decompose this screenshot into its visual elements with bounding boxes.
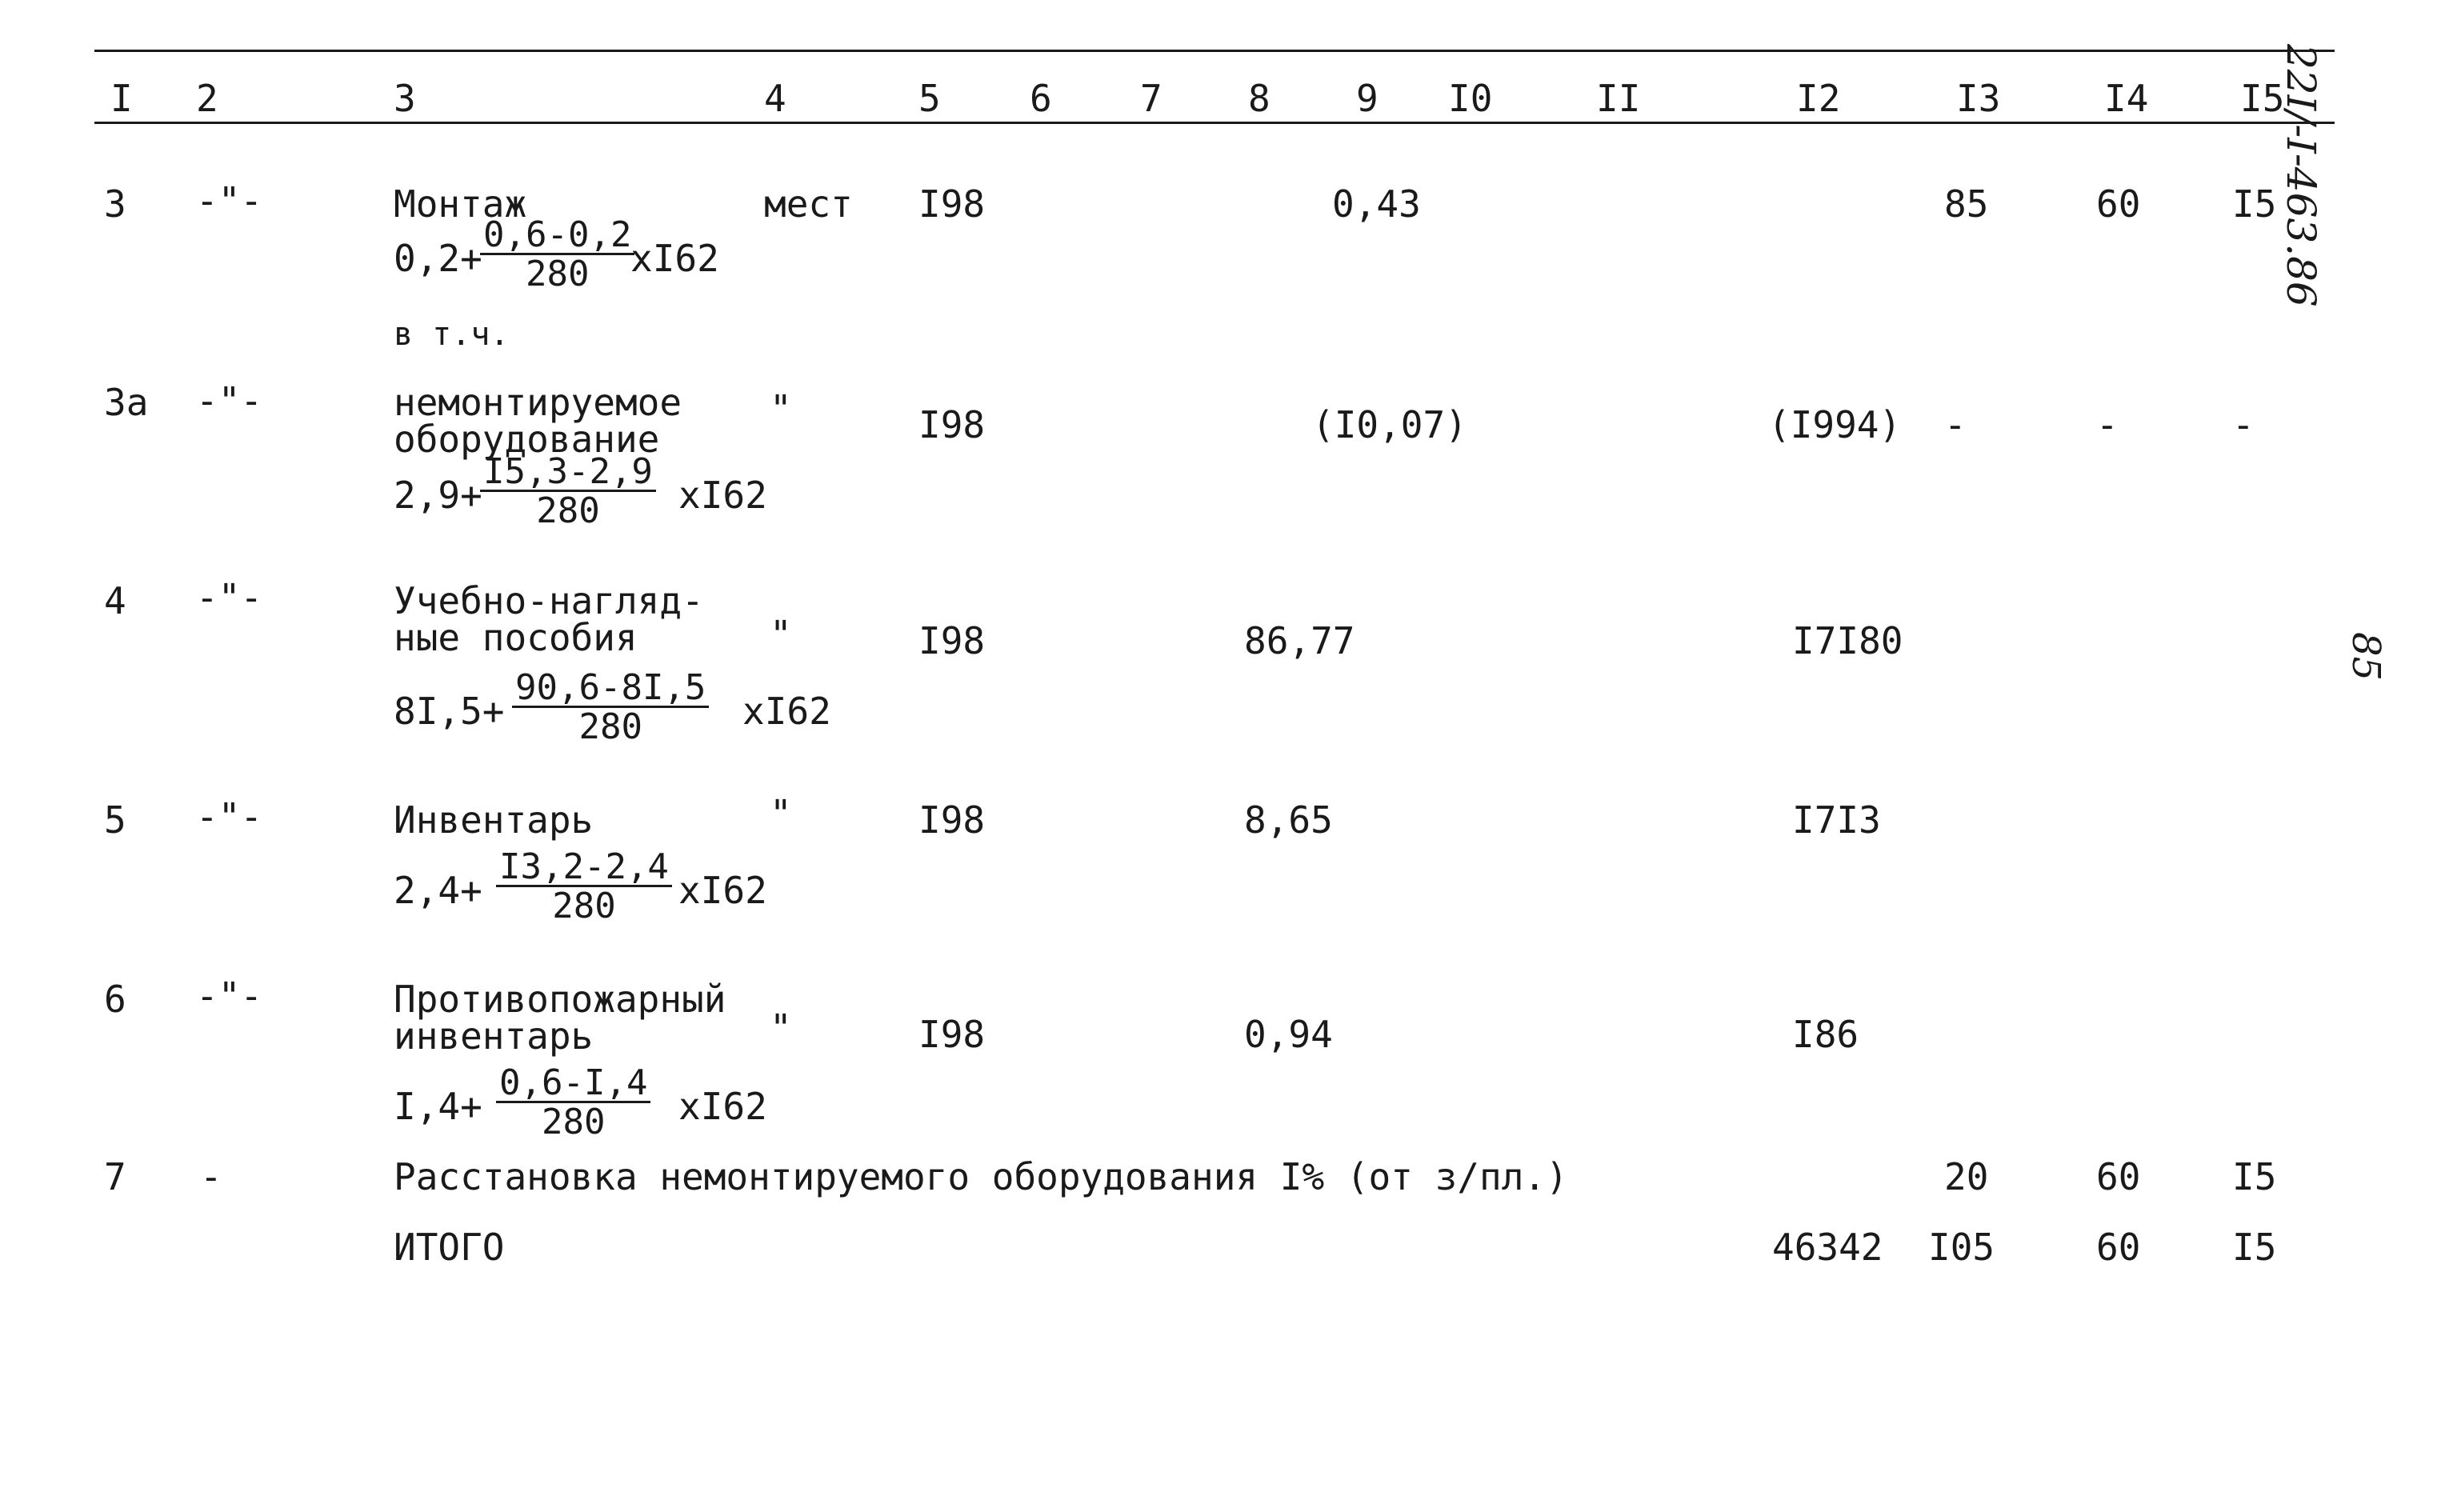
- row-4-c5: I98: [918, 619, 986, 662]
- row-4-ditto: -"-: [196, 576, 263, 619]
- row-5-c5: I98: [918, 798, 986, 842]
- row-3a-name-1: немонтируемое: [394, 381, 682, 424]
- row-6-name-1: Противопожарный: [394, 978, 726, 1021]
- col-header-1: I: [110, 77, 133, 120]
- row-3-c5: I98: [918, 182, 986, 226]
- row-4-name-1: Учебно-нагляд-: [394, 579, 704, 622]
- row-3a-formula-right: xI62: [678, 474, 767, 517]
- row-3-fraction-num: 0,6-0,2: [480, 218, 634, 255]
- document-code: 22I/-I-463.86: [2278, 44, 2324, 307]
- row-4-unit: ": [770, 613, 792, 656]
- row-7-c14: 60: [2096, 1155, 2141, 1198]
- col-header-2: 2: [196, 77, 218, 120]
- row-6-num: 6: [104, 978, 126, 1021]
- row-5-name: Инвентарь: [394, 798, 594, 842]
- row-5-formula-left: 2,4+: [394, 869, 482, 912]
- row-5-c12: I7I3: [1792, 798, 1881, 842]
- row-6-name-2: инвентарь: [394, 1014, 594, 1058]
- page-number: 85: [2343, 632, 2388, 682]
- total-c13: I05: [1928, 1226, 1995, 1269]
- row-5-unit: ": [770, 792, 792, 835]
- row-6-fraction-num: 0,6-I,4: [496, 1066, 650, 1103]
- col-header-6: 6: [1030, 77, 1052, 120]
- row-4-fraction-num: 90,6-8I,5: [512, 670, 709, 708]
- col-header-13: I3: [1956, 77, 2001, 120]
- col-header-15: I5: [2240, 77, 2285, 120]
- row-3-ditto: -"-: [196, 179, 263, 222]
- row-3a-c13: -: [1944, 403, 1967, 446]
- row-4-formula-left: 8I,5+: [394, 690, 505, 733]
- row-5-fraction-den: 280: [552, 886, 616, 926]
- row-3a-c15: -: [2232, 403, 2255, 446]
- total-c15: I5: [2232, 1226, 2277, 1269]
- row-4-fraction: [512, 667, 709, 747]
- col-header-9: 9: [1356, 77, 1379, 120]
- row-6-c12: I86: [1792, 1013, 1859, 1056]
- row-3-c15: I5: [2232, 182, 2277, 226]
- row-6-unit: ": [770, 1006, 792, 1050]
- row-6-c8: 0,94: [1244, 1013, 1333, 1056]
- row-3-num: 3: [104, 182, 126, 226]
- row-3a-unit: ": [770, 387, 792, 430]
- row-3a-c12: (I994): [1768, 403, 1902, 446]
- col-header-14: I4: [2104, 77, 2149, 120]
- row-3-unit: мест: [764, 182, 853, 226]
- row-5-ditto: -"-: [196, 795, 263, 838]
- col-header-10: I0: [1448, 77, 1493, 120]
- row-7-num: 7: [104, 1155, 126, 1198]
- row-3-c14: 60: [2096, 182, 2141, 226]
- col-header-12: I2: [1796, 77, 1841, 120]
- row-3-extra: в т.ч.: [394, 316, 510, 353]
- col-header-3: 3: [394, 77, 416, 120]
- total-c14: 60: [2096, 1226, 2141, 1269]
- row-6-formula-right: xI62: [678, 1085, 767, 1128]
- row-3a-fraction-den: 280: [536, 490, 600, 531]
- row-3a-num: 3a: [104, 381, 149, 424]
- row-3-formula-right: xI62: [630, 237, 719, 280]
- header-top-rule: [94, 50, 2335, 52]
- row-3a-fraction: [480, 451, 656, 531]
- row-6-c5: I98: [918, 1013, 986, 1056]
- row-3-name: Монтаж: [394, 182, 527, 226]
- row-6-ditto: -"-: [196, 974, 263, 1018]
- row-3-formula-left: 0,2+: [394, 237, 482, 280]
- col-header-5: 5: [918, 77, 941, 120]
- row-4-fraction-den: 280: [578, 706, 642, 747]
- row-3a-c14: -: [2096, 403, 2119, 446]
- row-7-c15: I5: [2232, 1155, 2277, 1198]
- row-7-dash: -: [200, 1155, 222, 1198]
- col-header-8: 8: [1248, 77, 1271, 120]
- row-3-fraction: [480, 214, 634, 294]
- row-5-fraction-num: I3,2-2,4: [496, 850, 672, 887]
- row-7-c13: 20: [1944, 1155, 1989, 1198]
- header-bottom-rule: [94, 122, 2335, 124]
- row-5-c8: 8,65: [1244, 798, 1333, 842]
- row-3a-name-2: оборудование: [394, 418, 660, 461]
- row-4-c12: I7I80: [1792, 619, 1903, 662]
- row-5-formula-right: xI62: [678, 869, 767, 912]
- row-5-num: 5: [104, 798, 126, 842]
- col-header-11: II: [1596, 77, 1641, 120]
- row-3a-c5: I98: [918, 403, 986, 446]
- row-6-fraction: [496, 1062, 650, 1142]
- row-3a-c9: (I0,07): [1312, 403, 1467, 446]
- row-4-formula-right: xI62: [742, 690, 831, 733]
- row-7-text: Расстановка немонтируемого оборудования I% (от з/пл.): [394, 1155, 1568, 1198]
- row-4-c8: 86,77: [1244, 619, 1355, 662]
- row-3-c13: 85: [1944, 182, 1989, 226]
- row-3-c9: 0,43: [1332, 182, 1421, 226]
- row-5-fraction: [496, 846, 672, 926]
- row-3a-fraction-num: I5,3-2,9: [480, 454, 656, 492]
- col-header-4: 4: [764, 77, 786, 120]
- row-6-fraction-den: 280: [541, 1102, 606, 1142]
- row-4-name-2: ные пособия: [394, 616, 638, 659]
- total-c12: 46342: [1772, 1226, 1883, 1269]
- row-3a-formula-left: 2,9+: [394, 474, 482, 517]
- row-6-formula-left: I,4+: [394, 1085, 482, 1128]
- row-3a-ditto: -"-: [196, 379, 263, 422]
- row-4-num: 4: [104, 579, 126, 622]
- row-3-fraction-den: 280: [525, 254, 590, 294]
- col-header-7: 7: [1140, 77, 1162, 120]
- total-label: ИТОГО: [394, 1226, 505, 1269]
